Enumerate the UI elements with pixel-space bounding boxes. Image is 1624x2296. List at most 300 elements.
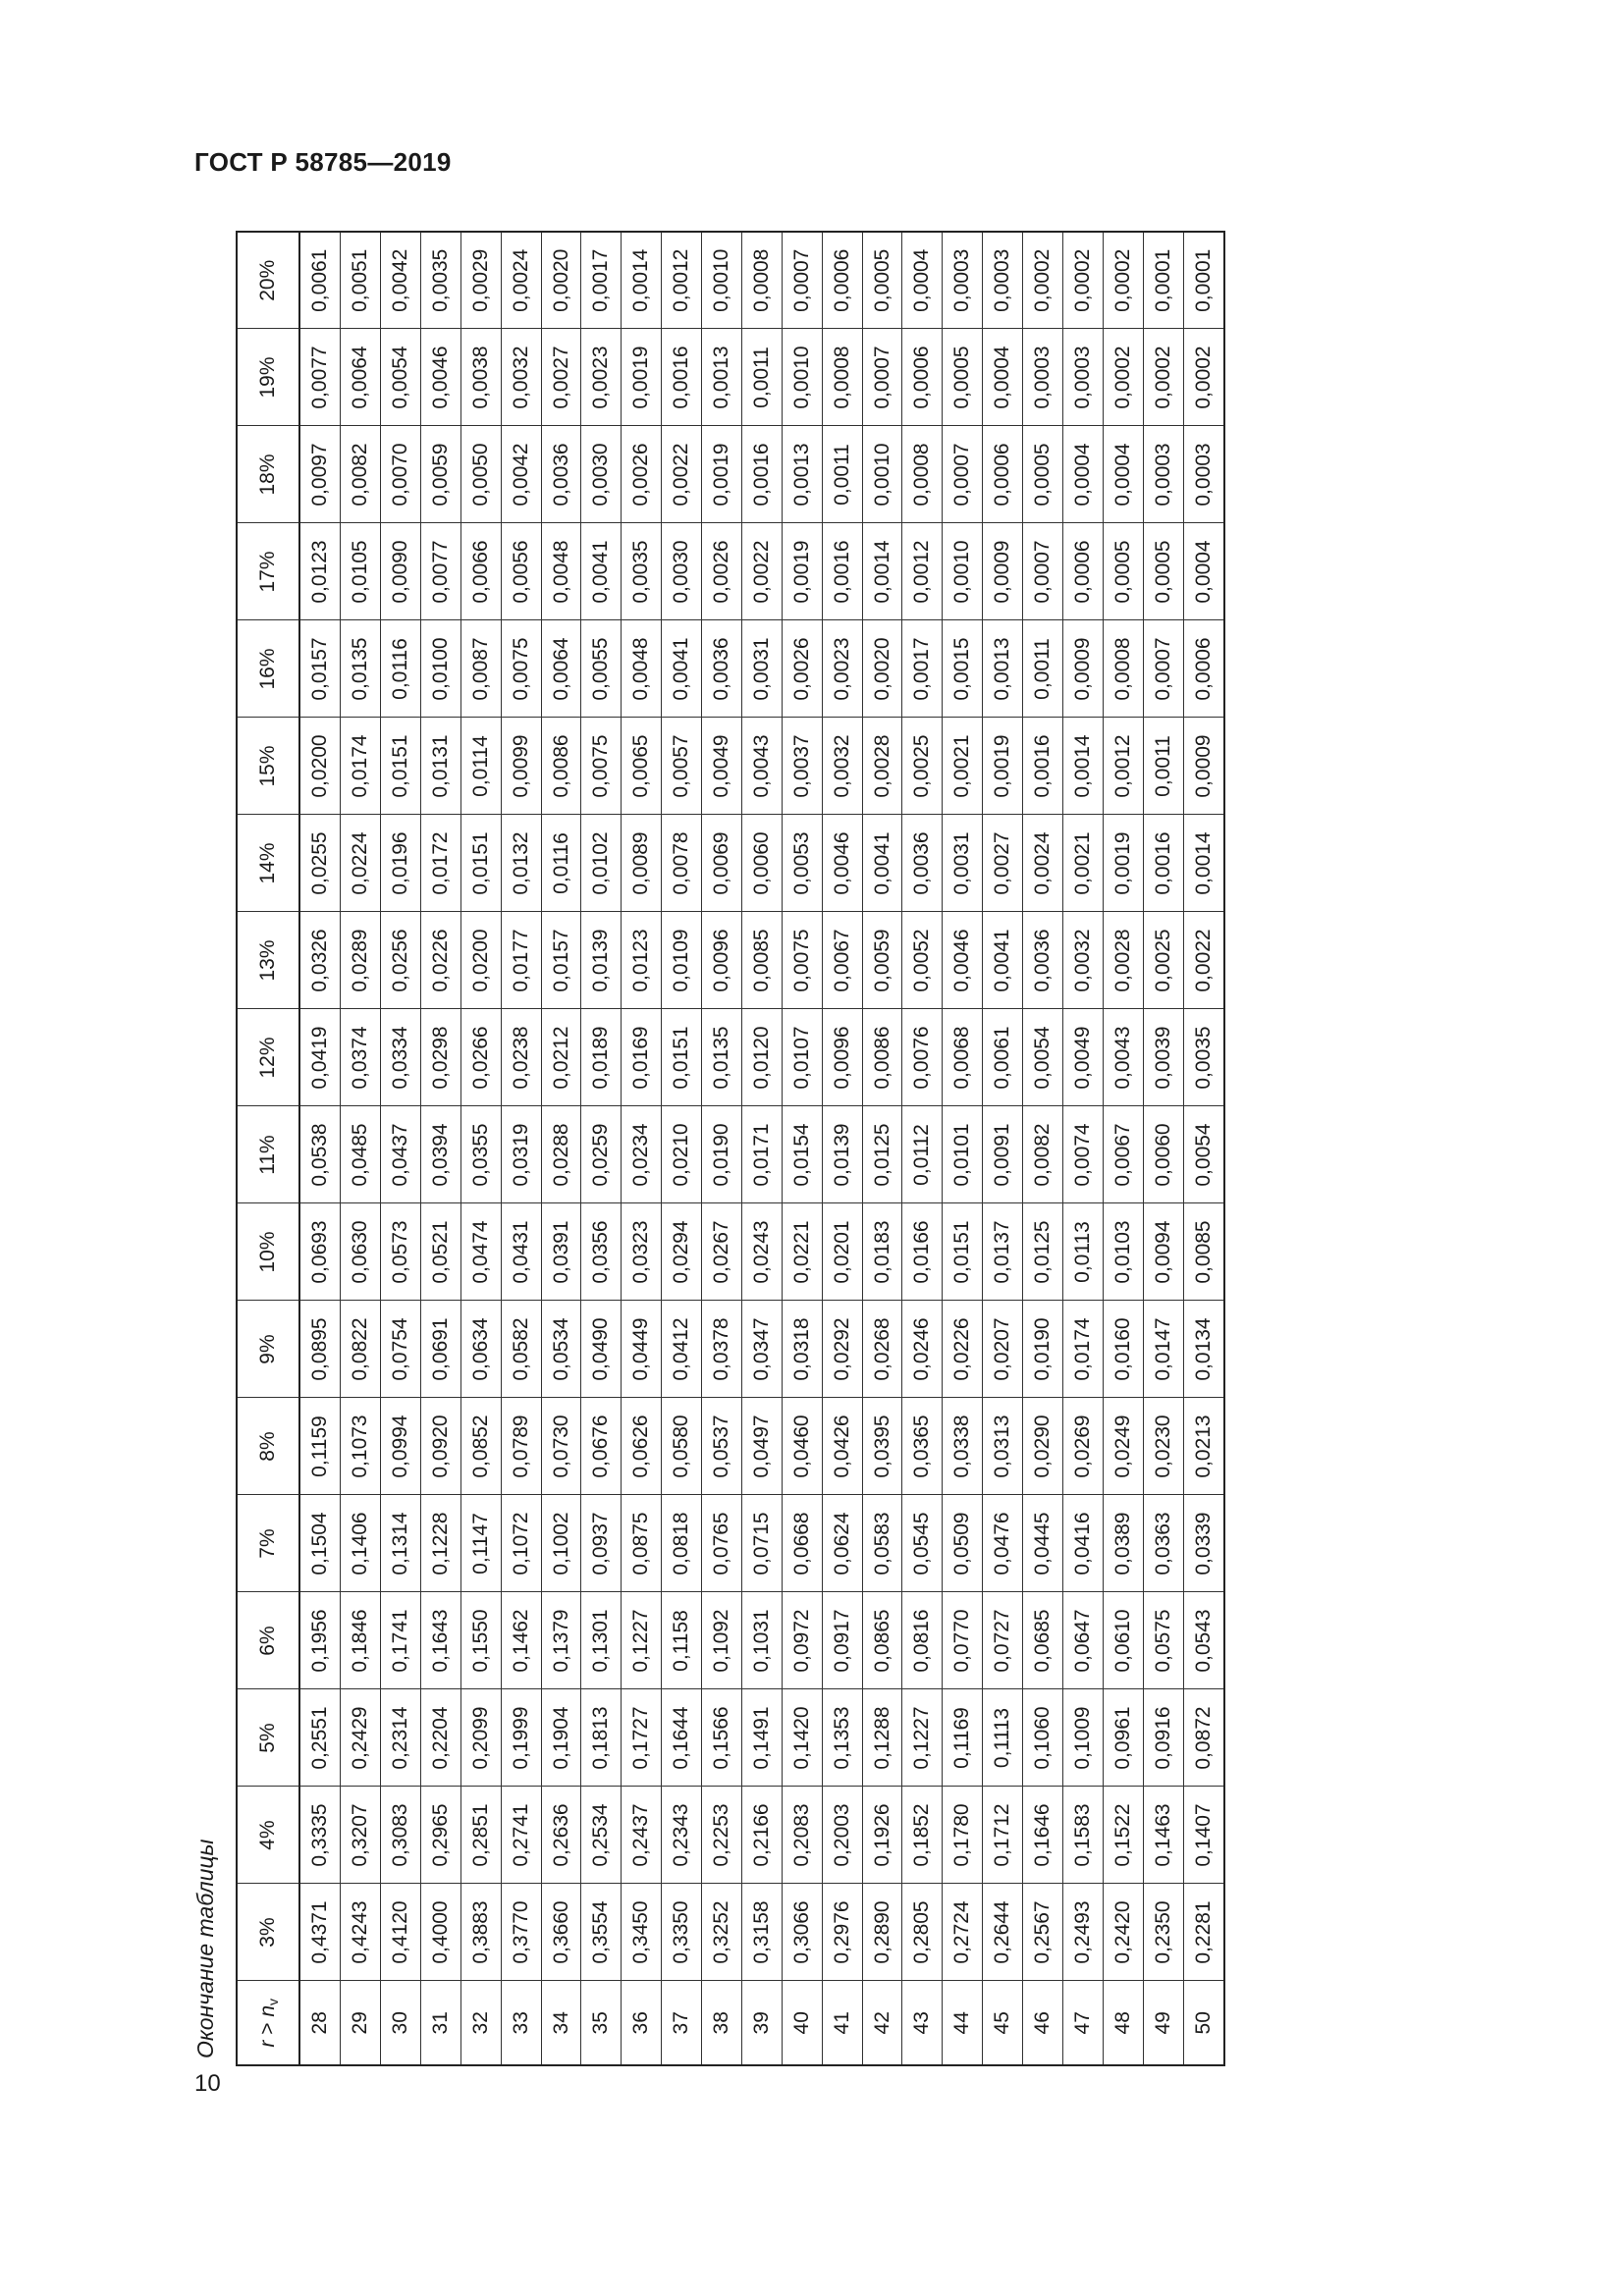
table-cell: 0,0022 bbox=[1183, 912, 1224, 1009]
table-cell: 0,1072 bbox=[501, 1495, 541, 1592]
table-cell: 0,0004 bbox=[902, 232, 943, 329]
table-cell: 0,0754 bbox=[381, 1301, 421, 1398]
table-cell: 0,0676 bbox=[581, 1398, 622, 1495]
table-row bbox=[381, 232, 421, 2065]
table-cell: 0,0061 bbox=[983, 1009, 1023, 1106]
table-cell: 0,3450 bbox=[622, 1884, 662, 1981]
table-cell: 0,0509 bbox=[943, 1495, 983, 1592]
table-cell: 0,0355 bbox=[460, 1106, 501, 1203]
table-row bbox=[622, 232, 662, 2065]
table-row bbox=[782, 232, 822, 2065]
table-cell: 0,0288 bbox=[541, 1106, 581, 1203]
table-cell: 0,0916 bbox=[1143, 1689, 1183, 1787]
table-cell: 0,0226 bbox=[420, 912, 460, 1009]
table-cell: 0,0431 bbox=[501, 1203, 541, 1301]
table-cell: 0,0816 bbox=[902, 1592, 943, 1689]
table-cell: 0,0009 bbox=[983, 523, 1023, 620]
table-cell: 0,1031 bbox=[741, 1592, 782, 1689]
table-cell: 0,0624 bbox=[822, 1495, 862, 1592]
table-cell: 0,0412 bbox=[662, 1301, 702, 1398]
table-cell: 0,0221 bbox=[782, 1203, 822, 1301]
table-cell: 0,0326 bbox=[299, 912, 341, 1009]
table-cell: 0,2890 bbox=[862, 1884, 902, 1981]
table-cell: 0,0007 bbox=[1143, 620, 1183, 718]
table-cell: 0,0171 bbox=[741, 1106, 782, 1203]
table-cell: 0,0054 bbox=[381, 329, 421, 426]
table-cell: 0,0090 bbox=[381, 523, 421, 620]
table-cell: 0,1353 bbox=[822, 1689, 862, 1787]
table-cell: 0,1463 bbox=[1143, 1787, 1183, 1884]
table-cell: 0,0060 bbox=[1143, 1106, 1183, 1203]
table-cell: 0,0154 bbox=[782, 1106, 822, 1203]
table-cell: 0,0020 bbox=[541, 232, 581, 329]
document-header: ГОСТ Р 58785—2019 bbox=[194, 147, 452, 177]
table-cell: 0,1904 bbox=[541, 1689, 581, 1787]
table-cell: 0,0125 bbox=[862, 1106, 902, 1203]
table-cell: 0,0169 bbox=[622, 1009, 662, 1106]
table-cell: 0,0026 bbox=[782, 620, 822, 718]
table-cell: 0,0151 bbox=[662, 1009, 702, 1106]
table-row bbox=[741, 232, 782, 2065]
table-cell: 0,0292 bbox=[822, 1301, 862, 1398]
table-cell: 0,1113 bbox=[983, 1689, 1023, 1787]
table-row bbox=[1143, 232, 1183, 2065]
table-cell: 0,0691 bbox=[420, 1301, 460, 1398]
table-cell: 0,0032 bbox=[822, 718, 862, 815]
table-cell: 0,0006 bbox=[822, 232, 862, 329]
table-cell: 0,0029 bbox=[460, 232, 501, 329]
table-cell: 0,2965 bbox=[420, 1787, 460, 1884]
table-cell: 0,2166 bbox=[741, 1787, 782, 1884]
table-cell: 0,2281 bbox=[1183, 1884, 1224, 1981]
table-cell: 0,2976 bbox=[822, 1884, 862, 1981]
table-cell: 0,0026 bbox=[622, 426, 662, 523]
table-row bbox=[822, 232, 862, 2065]
column-header: 10% bbox=[237, 1203, 299, 1301]
table-cell: 0,0011 bbox=[741, 329, 782, 426]
table-cell: 0,0059 bbox=[862, 912, 902, 1009]
table-cell: 0,0006 bbox=[902, 329, 943, 426]
table-cell: 0,0374 bbox=[341, 1009, 381, 1106]
table-cell: 0,0419 bbox=[299, 1009, 341, 1106]
table-cell: 0,0061 bbox=[299, 232, 341, 329]
column-header: 8% bbox=[237, 1398, 299, 1495]
table-cell: 0,0347 bbox=[741, 1301, 782, 1398]
table-cell: 0,0016 bbox=[1023, 718, 1063, 815]
table-cell: 0,0016 bbox=[822, 523, 862, 620]
table-cell: 0,0043 bbox=[1103, 1009, 1143, 1106]
table-cell: 0,0238 bbox=[501, 1009, 541, 1106]
table-row bbox=[581, 232, 622, 2065]
table-cell: 0,0298 bbox=[420, 1009, 460, 1106]
table-row bbox=[983, 232, 1023, 2065]
table-cell: 0,1002 bbox=[541, 1495, 581, 1592]
table-cell: 0,0054 bbox=[1183, 1106, 1224, 1203]
table-cell: 0,0077 bbox=[420, 523, 460, 620]
table-cell: 0,0099 bbox=[501, 718, 541, 815]
table-cell: 0,2314 bbox=[381, 1689, 421, 1787]
table-cell: 0,2636 bbox=[541, 1787, 581, 1884]
table-cell: 0,0100 bbox=[420, 620, 460, 718]
table-cell: 0,0537 bbox=[702, 1398, 742, 1495]
table-cell: 0,0818 bbox=[662, 1495, 702, 1592]
table-cell: 0,0135 bbox=[341, 620, 381, 718]
table-cell: 0,0174 bbox=[341, 718, 381, 815]
table-cell: 0,0476 bbox=[983, 1495, 1023, 1592]
table-cell: 0,1060 bbox=[1023, 1689, 1063, 1787]
table-cell: 0,0025 bbox=[1143, 912, 1183, 1009]
table-cell: 0,3207 bbox=[341, 1787, 381, 1884]
table-cell: 0,0105 bbox=[341, 523, 381, 620]
table-cell: 0,0693 bbox=[299, 1203, 341, 1301]
table-row bbox=[1062, 232, 1103, 2065]
table-caption: Окончание таблицы bbox=[192, 1839, 218, 2058]
table-row bbox=[902, 232, 943, 2065]
table-cell: 0,0365 bbox=[902, 1398, 943, 1495]
table-cell: 0,0010 bbox=[702, 232, 742, 329]
table-cell: 0,0039 bbox=[1143, 1009, 1183, 1106]
column-header: 11% bbox=[237, 1106, 299, 1203]
table-cell: 0,0685 bbox=[1023, 1592, 1063, 1689]
table-cell: 0,0008 bbox=[741, 232, 782, 329]
table-cell: 0,0017 bbox=[902, 620, 943, 718]
table-cell: 0,0017 bbox=[581, 232, 622, 329]
table-cell: 0,0019 bbox=[983, 718, 1023, 815]
table-cell: 0,1956 bbox=[299, 1592, 341, 1689]
table-cell: 0,0160 bbox=[1103, 1301, 1143, 1398]
table-cell: 0,0089 bbox=[622, 815, 662, 912]
table-cell: 0,3554 bbox=[581, 1884, 622, 1981]
table-row bbox=[662, 232, 702, 2065]
table-cell: 0,1566 bbox=[702, 1689, 742, 1787]
table-cell: 0,0036 bbox=[541, 426, 581, 523]
table-cell: 0,0002 bbox=[1103, 232, 1143, 329]
table-cell: 0,0573 bbox=[381, 1203, 421, 1301]
table-cell: 0,2003 bbox=[822, 1787, 862, 1884]
table-cell: 0,0021 bbox=[1062, 815, 1103, 912]
table-cell: 0,1227 bbox=[622, 1592, 662, 1689]
table-cell: 0,0822 bbox=[341, 1301, 381, 1398]
table-cell: 0,0583 bbox=[862, 1495, 902, 1592]
table-cell: 0,0715 bbox=[741, 1495, 782, 1592]
table-cell: 0,0004 bbox=[983, 329, 1023, 426]
table-cell: 0,0580 bbox=[662, 1398, 702, 1495]
table-cell: 0,0972 bbox=[782, 1592, 822, 1689]
table-cell: 0,1644 bbox=[662, 1689, 702, 1787]
row-label-cell: 46 bbox=[1023, 1981, 1063, 2065]
table-cell: 0,1462 bbox=[501, 1592, 541, 1689]
table-cell: 0,0002 bbox=[1183, 329, 1224, 426]
table-cell: 0,0113 bbox=[1062, 1203, 1103, 1301]
table-cell: 0,0534 bbox=[541, 1301, 581, 1398]
table-cell: 0,0051 bbox=[341, 232, 381, 329]
table-cell: 0,0086 bbox=[541, 718, 581, 815]
table-cell: 0,0290 bbox=[1023, 1398, 1063, 1495]
table-cell: 0,0036 bbox=[902, 815, 943, 912]
table-cell: 0,1227 bbox=[902, 1689, 943, 1787]
table-cell: 0,0107 bbox=[782, 1009, 822, 1106]
table-cell: 0,0059 bbox=[420, 426, 460, 523]
table-cell: 0,0102 bbox=[581, 815, 622, 912]
table-cell: 0,0852 bbox=[460, 1398, 501, 1495]
table-cell: 0,1491 bbox=[741, 1689, 782, 1787]
table-cell: 0,1643 bbox=[420, 1592, 460, 1689]
table-cell: 0,1407 bbox=[1183, 1787, 1224, 1884]
table-cell: 0,2534 bbox=[581, 1787, 622, 1884]
table-cell: 0,0132 bbox=[501, 815, 541, 912]
table-cell: 0,0545 bbox=[902, 1495, 943, 1592]
table-cell: 0,0030 bbox=[581, 426, 622, 523]
table-cell: 0,0937 bbox=[581, 1495, 622, 1592]
table-cell: 0,0015 bbox=[943, 620, 983, 718]
table-cell: 0,0445 bbox=[1023, 1495, 1063, 1592]
table-cell: 0,0005 bbox=[862, 232, 902, 329]
table-cell: 0,0426 bbox=[822, 1398, 862, 1495]
table-cell: 0,0256 bbox=[381, 912, 421, 1009]
table-cell: 0,0022 bbox=[741, 523, 782, 620]
table-cell: 0,0091 bbox=[983, 1106, 1023, 1203]
table-cell: 0,0027 bbox=[541, 329, 581, 426]
table-cell: 0,0007 bbox=[943, 426, 983, 523]
table-cell: 0,0008 bbox=[1103, 620, 1143, 718]
table-cell: 0,0125 bbox=[1023, 1203, 1063, 1301]
table-cell: 0,0356 bbox=[581, 1203, 622, 1301]
table-cell: 0,0011 bbox=[822, 426, 862, 523]
table-cell: 0,0032 bbox=[1062, 912, 1103, 1009]
table-cell: 0,3252 bbox=[702, 1884, 742, 1981]
table-cell: 0,0016 bbox=[1143, 815, 1183, 912]
table-cell: 0,2350 bbox=[1143, 1884, 1183, 1981]
table-cell: 0,0082 bbox=[1023, 1106, 1063, 1203]
table-cell: 0,0313 bbox=[983, 1398, 1023, 1495]
row-label-cell: 50 bbox=[1183, 1981, 1224, 2065]
table-cell: 0,0151 bbox=[381, 718, 421, 815]
table-cell: 0,0012 bbox=[902, 523, 943, 620]
table-cell: 0,0014 bbox=[622, 232, 662, 329]
table-cell: 0,1379 bbox=[541, 1592, 581, 1689]
table-cell: 0,0114 bbox=[460, 718, 501, 815]
table-cell: 0,0521 bbox=[420, 1203, 460, 1301]
table-cell: 0,0046 bbox=[420, 329, 460, 426]
table-cell: 0,0460 bbox=[782, 1398, 822, 1495]
table-cell: 0,0023 bbox=[822, 620, 862, 718]
table-cell: 0,1813 bbox=[581, 1689, 622, 1787]
table-cell: 0,0230 bbox=[1143, 1398, 1183, 1495]
header-sub: v bbox=[264, 1998, 281, 2005]
table-cell: 0,0001 bbox=[1143, 232, 1183, 329]
table-cell: 0,0157 bbox=[299, 620, 341, 718]
column-header: 12% bbox=[237, 1009, 299, 1106]
table-cell: 0,0246 bbox=[902, 1301, 943, 1398]
table-cell: 0,0060 bbox=[741, 815, 782, 912]
data-table bbox=[236, 231, 1225, 2066]
table-cell: 0,0318 bbox=[782, 1301, 822, 1398]
table-cell: 0,0626 bbox=[622, 1398, 662, 1495]
header-n: n bbox=[255, 2004, 279, 2017]
table-cell: 0,1727 bbox=[622, 1689, 662, 1787]
table-cell: 0,0003 bbox=[943, 232, 983, 329]
table-cell: 0,0026 bbox=[702, 523, 742, 620]
table-cell: 0,0065 bbox=[622, 718, 662, 815]
table-cell: 0,0007 bbox=[782, 232, 822, 329]
table-cell: 0,1009 bbox=[1062, 1689, 1103, 1787]
table-cell: 0,2741 bbox=[501, 1787, 541, 1884]
table-cell: 0,0016 bbox=[662, 329, 702, 426]
table-cell: 0,0054 bbox=[1023, 1009, 1063, 1106]
table-cell: 0,0096 bbox=[702, 912, 742, 1009]
table-cell: 0,0289 bbox=[341, 912, 381, 1009]
table-cell: 0,0497 bbox=[741, 1398, 782, 1495]
table-cell: 0,0135 bbox=[702, 1009, 742, 1106]
table-cell: 0,0363 bbox=[1143, 1495, 1183, 1592]
table-cell: 0,0920 bbox=[420, 1398, 460, 1495]
table-cell: 0,0006 bbox=[1183, 620, 1224, 718]
table-cell: 0,0004 bbox=[1062, 426, 1103, 523]
table-cell: 0,0085 bbox=[741, 912, 782, 1009]
table-cell: 0,0011 bbox=[1023, 620, 1063, 718]
table-cell: 0,0096 bbox=[822, 1009, 862, 1106]
column-header: 15% bbox=[237, 718, 299, 815]
table-cell: 0,0032 bbox=[501, 329, 541, 426]
table-cell: 0,0003 bbox=[1062, 329, 1103, 426]
table-cell: 0,0019 bbox=[1103, 815, 1143, 912]
table-cell: 0,1522 bbox=[1103, 1787, 1143, 1884]
table-cell: 0,1092 bbox=[702, 1592, 742, 1689]
row-label-cell: 34 bbox=[541, 1981, 581, 2065]
table-cell: 0,0268 bbox=[862, 1301, 902, 1398]
table-cell: 0,0052 bbox=[902, 912, 943, 1009]
table-cell: 0,0338 bbox=[943, 1398, 983, 1495]
table-cell: 0,0082 bbox=[341, 426, 381, 523]
table-cell: 0,0037 bbox=[782, 718, 822, 815]
column-header: 16% bbox=[237, 620, 299, 718]
table-cell: 0,0002 bbox=[1103, 329, 1143, 426]
table-cell: 0,0177 bbox=[501, 912, 541, 1009]
table-cell: 0,0123 bbox=[622, 912, 662, 1009]
table-cell: 0,2805 bbox=[902, 1884, 943, 1981]
table-cell: 0,0490 bbox=[581, 1301, 622, 1398]
table-cell: 0,3883 bbox=[460, 1884, 501, 1981]
table-cell: 0,2253 bbox=[702, 1787, 742, 1884]
table-cell: 0,0961 bbox=[1103, 1689, 1143, 1787]
table-cell: 0,0001 bbox=[1183, 232, 1224, 329]
table-cell: 0,0004 bbox=[1183, 523, 1224, 620]
table-cell: 0,0046 bbox=[822, 815, 862, 912]
table-cell: 0,4243 bbox=[341, 1884, 381, 1981]
table-cell: 0,0575 bbox=[1143, 1592, 1183, 1689]
table-row bbox=[541, 232, 581, 2065]
table-cell: 0,0007 bbox=[862, 329, 902, 426]
table-cell: 0,0042 bbox=[381, 232, 421, 329]
table-cell: 0,0086 bbox=[862, 1009, 902, 1106]
table-cell: 0,0323 bbox=[622, 1203, 662, 1301]
table-cell: 0,0994 bbox=[381, 1398, 421, 1495]
table-cell: 0,1846 bbox=[341, 1592, 381, 1689]
column-header: 3% bbox=[237, 1884, 299, 1981]
table-cell: 0,0582 bbox=[501, 1301, 541, 1398]
table-cell: 0,0012 bbox=[662, 232, 702, 329]
header-r: r bbox=[255, 2040, 279, 2048]
row-label-cell: 37 bbox=[662, 1981, 702, 2065]
row-label-cell: 28 bbox=[299, 1981, 341, 2065]
table-cell: 0,0243 bbox=[741, 1203, 782, 1301]
table-row bbox=[702, 232, 742, 2065]
table-cell: 0,2724 bbox=[943, 1884, 983, 1981]
table-cell: 0,0074 bbox=[1062, 1106, 1103, 1203]
table-cell: 0,0006 bbox=[1062, 523, 1103, 620]
table-cell: 0,0042 bbox=[501, 426, 541, 523]
table-cell: 0,0266 bbox=[460, 1009, 501, 1106]
table-cell: 0,0013 bbox=[983, 620, 1023, 718]
row-label-cell: 49 bbox=[1143, 1981, 1183, 2065]
table-cell: 0,0019 bbox=[622, 329, 662, 426]
row-label-cell: 40 bbox=[782, 1981, 822, 2065]
table-row bbox=[460, 232, 501, 2065]
table-cell: 0,0023 bbox=[581, 329, 622, 426]
table-cell: 0,0249 bbox=[1103, 1398, 1143, 1495]
column-header: 14% bbox=[237, 815, 299, 912]
table-cell: 0,0538 bbox=[299, 1106, 341, 1203]
table-cell: 0,0057 bbox=[662, 718, 702, 815]
table-cell: 0,1158 bbox=[662, 1592, 702, 1689]
table-cell: 0,0543 bbox=[1183, 1592, 1224, 1689]
table-cell: 0,0014 bbox=[1062, 718, 1103, 815]
table-cell: 0,0010 bbox=[782, 329, 822, 426]
table-cell: 0,0075 bbox=[501, 620, 541, 718]
table-cell: 0,0416 bbox=[1062, 1495, 1103, 1592]
table-cell: 0,0101 bbox=[943, 1106, 983, 1203]
table-cell: 0,3083 bbox=[381, 1787, 421, 1884]
table-cell: 0,0201 bbox=[822, 1203, 862, 1301]
table-cell: 0,0630 bbox=[341, 1203, 381, 1301]
table-cell: 0,0765 bbox=[702, 1495, 742, 1592]
table-cell: 0,2420 bbox=[1103, 1884, 1143, 1981]
table-row bbox=[420, 232, 460, 2065]
column-header: 19% bbox=[237, 329, 299, 426]
row-label-cell: 41 bbox=[822, 1981, 862, 2065]
table-cell: 0,0019 bbox=[702, 426, 742, 523]
table-cell: 0,0255 bbox=[299, 815, 341, 912]
table-cell: 0,0269 bbox=[1062, 1398, 1103, 1495]
table-cell: 0,0226 bbox=[943, 1301, 983, 1398]
table-cell: 0,0035 bbox=[622, 523, 662, 620]
table-cell: 0,0041 bbox=[662, 620, 702, 718]
row-label-cell: 31 bbox=[420, 1981, 460, 2065]
table-cell: 0,1999 bbox=[501, 1689, 541, 1787]
table-cell: 0,0116 bbox=[381, 620, 421, 718]
table-row bbox=[341, 232, 381, 2065]
column-header: 5% bbox=[237, 1689, 299, 1787]
row-label-cell: 48 bbox=[1103, 1981, 1143, 2065]
table-cell: 0,0875 bbox=[622, 1495, 662, 1592]
table-cell: 0,0003 bbox=[983, 232, 1023, 329]
table-cell: 0,1550 bbox=[460, 1592, 501, 1689]
table-cell: 0,0010 bbox=[862, 426, 902, 523]
table-cell: 0,1147 bbox=[460, 1495, 501, 1592]
table-cell: 0,0055 bbox=[581, 620, 622, 718]
table-cell: 0,3770 bbox=[501, 1884, 541, 1981]
table-cell: 0,0647 bbox=[1062, 1592, 1103, 1689]
table-cell: 0,0789 bbox=[501, 1398, 541, 1495]
table-cell: 0,0048 bbox=[541, 523, 581, 620]
table-cell: 0,0190 bbox=[702, 1106, 742, 1203]
table-cell: 0,2437 bbox=[622, 1787, 662, 1884]
table-cell: 0,0005 bbox=[1103, 523, 1143, 620]
table-cell: 0,1852 bbox=[902, 1787, 943, 1884]
row-label-cell: 33 bbox=[501, 1981, 541, 2065]
table-cell: 0,0020 bbox=[862, 620, 902, 718]
column-header: 20% bbox=[237, 232, 299, 329]
